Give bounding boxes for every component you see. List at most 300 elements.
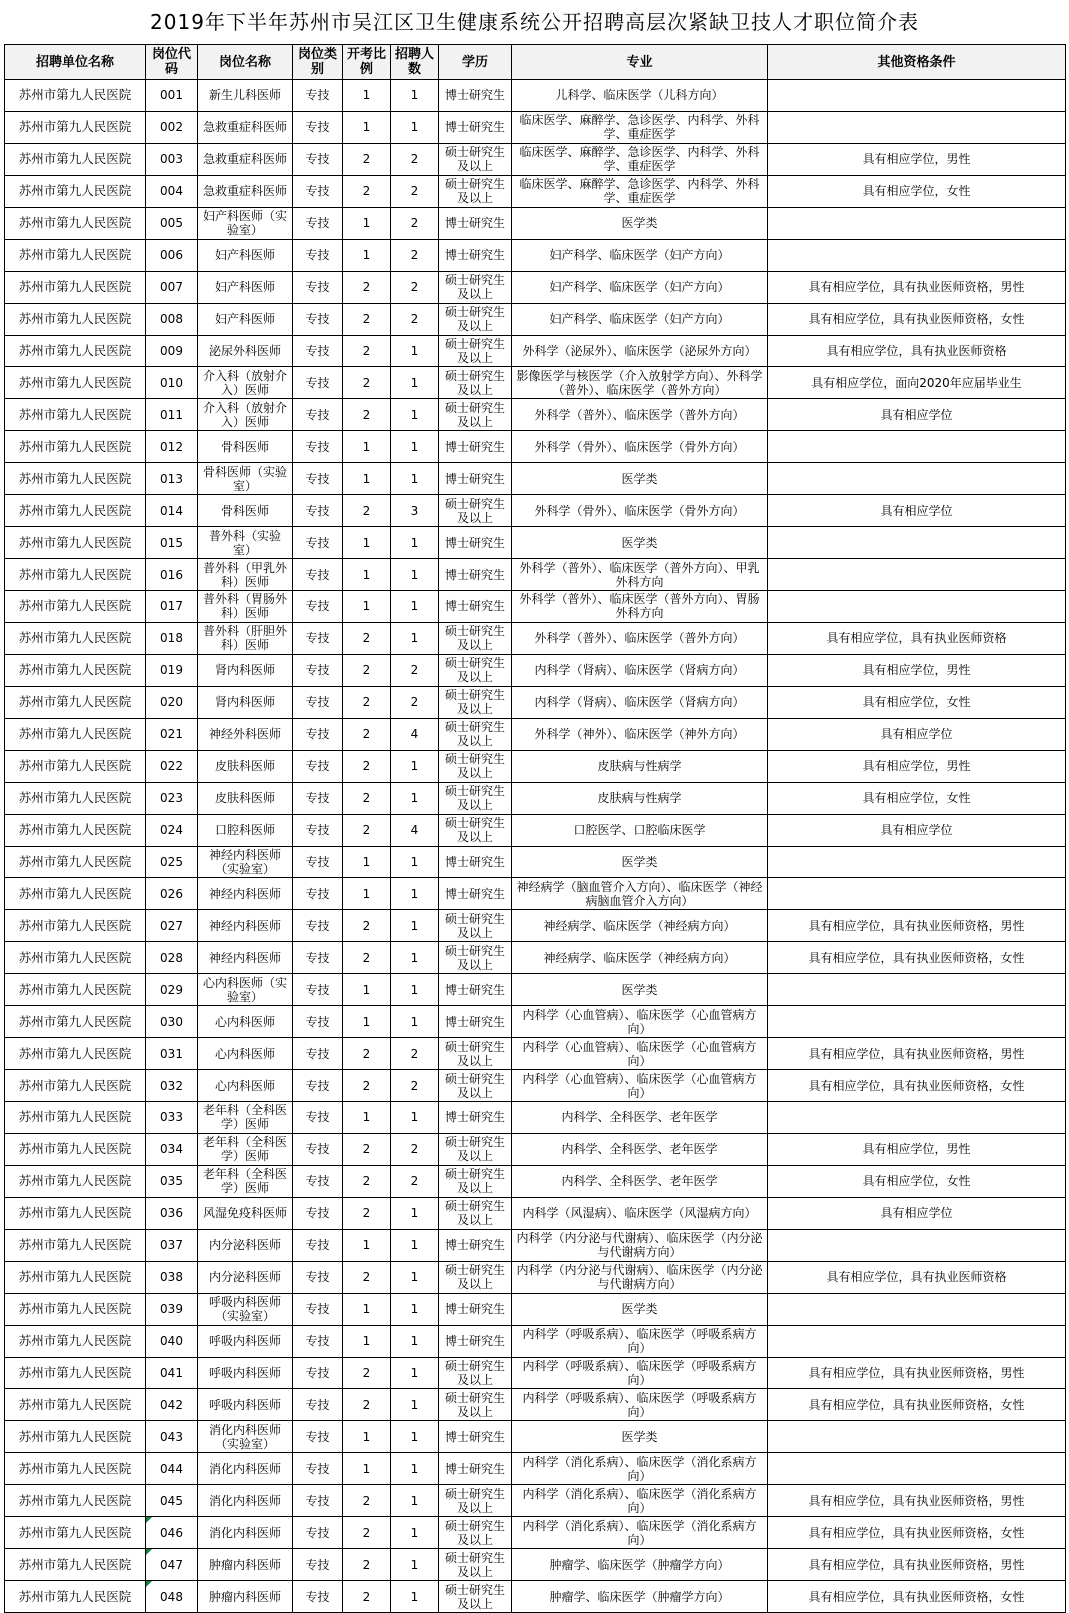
cell-count: 4 — [391, 814, 439, 846]
cell-count: 1 — [391, 1261, 439, 1293]
cell-position: 介入科（放射介入）医师 — [198, 367, 293, 399]
cell-code: 029 — [146, 974, 198, 1006]
cell-count: 1 — [391, 1102, 439, 1134]
cell-education: 博士研究生 — [439, 846, 512, 878]
header-ratio: 开考比例 — [343, 45, 391, 80]
cell-category: 专技 — [293, 1453, 343, 1485]
cell-count: 2 — [391, 303, 439, 335]
cell-position: 骨科医师 — [198, 431, 293, 463]
cell-education: 硕士研究生及以上 — [439, 1070, 512, 1102]
cell-ratio: 1 — [343, 1325, 391, 1357]
cell-unit: 苏州市第九人民医院 — [5, 974, 146, 1006]
cell-code: 036 — [146, 1197, 198, 1229]
table-row — [5, 1165, 1066, 1197]
cell-other: 具有相应学位，具有执业医师资格，女性 — [768, 1517, 1066, 1549]
cell-code: 035 — [146, 1165, 198, 1197]
cell-other: 具有相应学位，女性 — [768, 1165, 1066, 1197]
cell-ratio: 1 — [343, 878, 391, 910]
cell-education: 硕士研究生及以上 — [439, 910, 512, 942]
cell-category: 专技 — [293, 1006, 343, 1038]
cell-unit: 苏州市第九人民医院 — [5, 846, 146, 878]
cell-category: 专技 — [293, 1102, 343, 1134]
table-row — [5, 814, 1066, 846]
cell-code: 047 — [146, 1549, 198, 1581]
cell-other: 具有相应学位 — [768, 399, 1066, 431]
cell-code: 031 — [146, 1038, 198, 1070]
cell-code: 005 — [146, 207, 198, 239]
cell-major: 临床医学、麻醉学、急诊医学、内科学、外科学、重症医学 — [512, 111, 768, 143]
cell-major: 医学类 — [512, 527, 768, 559]
cell-code: 016 — [146, 559, 198, 591]
cell-position: 普外科（甲乳外科）医师 — [198, 559, 293, 591]
cell-ratio: 1 — [343, 80, 391, 112]
cell-category: 专技 — [293, 1165, 343, 1197]
cell-major: 医学类 — [512, 846, 768, 878]
cell-category: 专技 — [293, 143, 343, 175]
cell-category: 专技 — [293, 1389, 343, 1421]
cell-unit: 苏州市第九人民医院 — [5, 1133, 146, 1165]
cell-position: 神经内科医师 — [198, 878, 293, 910]
cell-count: 1 — [391, 111, 439, 143]
cell-major: 外科学（普外）、临床医学（普外方向）、胃肠外科方向 — [512, 591, 768, 623]
header-major: 专业 — [512, 45, 768, 80]
cell-count: 2 — [391, 207, 439, 239]
cell-code: 033 — [146, 1102, 198, 1134]
cell-position: 神经内科医师 — [198, 910, 293, 942]
table-row — [5, 718, 1066, 750]
cell-code: 017 — [146, 591, 198, 623]
cell-unit: 苏州市第九人民医院 — [5, 335, 146, 367]
cell-position: 骨科医师 — [198, 495, 293, 527]
cell-other — [768, 1006, 1066, 1038]
table-row — [5, 750, 1066, 782]
cell-category: 专技 — [293, 942, 343, 974]
cell-major: 内科学（消化系病）、临床医学（消化系病方向） — [512, 1453, 768, 1485]
cell-category: 专技 — [293, 527, 343, 559]
cell-ratio: 2 — [343, 175, 391, 207]
cell-major: 肿瘤学、临床医学（肿瘤学方向） — [512, 1581, 768, 1613]
cell-position: 骨科医师（实验室） — [198, 463, 293, 495]
cell-unit: 苏州市第九人民医院 — [5, 239, 146, 271]
cell-category: 专技 — [293, 1229, 343, 1261]
cell-ratio: 1 — [343, 1453, 391, 1485]
cell-position: 内分泌科医师 — [198, 1261, 293, 1293]
cell-other — [768, 80, 1066, 112]
cell-category: 专技 — [293, 686, 343, 718]
cell-major: 妇产科学、临床医学（妇产方向） — [512, 239, 768, 271]
cell-other: 具有相应学位，具有执业医师资格，女性 — [768, 1581, 1066, 1613]
cell-code: 038 — [146, 1261, 198, 1293]
cell-unit: 苏州市第九人民医院 — [5, 1070, 146, 1102]
table-row — [5, 1421, 1066, 1453]
cell-major: 神经病学、临床医学（神经病方向） — [512, 942, 768, 974]
cell-count: 2 — [391, 1133, 439, 1165]
cell-ratio: 2 — [343, 1517, 391, 1549]
cell-code: 028 — [146, 942, 198, 974]
cell-count: 1 — [391, 1357, 439, 1389]
cell-other: 具有相应学位，具有执业医师资格，男性 — [768, 1357, 1066, 1389]
cell-unit: 苏州市第九人民医院 — [5, 1038, 146, 1070]
cell-count: 1 — [391, 750, 439, 782]
cell-education: 博士研究生 — [439, 463, 512, 495]
cell-category: 专技 — [293, 1038, 343, 1070]
cell-code: 014 — [146, 495, 198, 527]
cell-count: 1 — [391, 1197, 439, 1229]
cell-category: 专技 — [293, 1070, 343, 1102]
cell-major: 神经病学（脑血管介入方向）、临床医学（神经病脑血管介入方向） — [512, 878, 768, 910]
cell-major: 外科学（神外）、临床医学（神外方向） — [512, 718, 768, 750]
cell-ratio: 2 — [343, 1581, 391, 1613]
cell-education: 硕士研究生及以上 — [439, 143, 512, 175]
cell-other — [768, 1421, 1066, 1453]
cell-major: 医学类 — [512, 207, 768, 239]
cell-unit: 苏州市第九人民医院 — [5, 143, 146, 175]
cell-unit: 苏州市第九人民医院 — [5, 910, 146, 942]
cell-code: 011 — [146, 399, 198, 431]
cell-unit: 苏州市第九人民医院 — [5, 654, 146, 686]
cell-education: 硕士研究生及以上 — [439, 303, 512, 335]
cell-ratio: 2 — [343, 335, 391, 367]
cell-other — [768, 239, 1066, 271]
cell-unit: 苏州市第九人民医院 — [5, 431, 146, 463]
table-header-row — [5, 45, 1066, 80]
cell-count: 2 — [391, 239, 439, 271]
cell-count: 1 — [391, 974, 439, 1006]
cell-major: 内科学、全科医学、老年医学 — [512, 1165, 768, 1197]
table-row — [5, 559, 1066, 591]
cell-education: 博士研究生 — [439, 207, 512, 239]
cell-other — [768, 1293, 1066, 1325]
cell-category: 专技 — [293, 974, 343, 1006]
cell-code: 015 — [146, 527, 198, 559]
cell-education: 博士研究生 — [439, 1229, 512, 1261]
cell-other — [768, 1229, 1066, 1261]
cell-other: 具有相应学位 — [768, 495, 1066, 527]
cell-major: 妇产科学、临床医学（妇产方向） — [512, 271, 768, 303]
cell-position: 妇产科医师 — [198, 239, 293, 271]
table-row — [5, 1070, 1066, 1102]
table-row — [5, 1261, 1066, 1293]
cell-education: 博士研究生 — [439, 527, 512, 559]
cell-ratio: 2 — [343, 271, 391, 303]
cell-other — [768, 527, 1066, 559]
cell-position: 急救重症科医师 — [198, 175, 293, 207]
cell-major: 内科学（心血管病）、临床医学（心血管病方向） — [512, 1038, 768, 1070]
cell-unit: 苏州市第九人民医院 — [5, 367, 146, 399]
cell-count: 1 — [391, 1549, 439, 1581]
cell-education: 硕士研究生及以上 — [439, 1357, 512, 1389]
header-code: 岗位代码 — [146, 45, 198, 80]
cell-code: 003 — [146, 143, 198, 175]
cell-education: 硕士研究生及以上 — [439, 1389, 512, 1421]
cell-category: 专技 — [293, 1421, 343, 1453]
cell-other — [768, 878, 1066, 910]
cell-ratio: 2 — [343, 1038, 391, 1070]
cell-code: 004 — [146, 175, 198, 207]
cell-position: 肾内科医师 — [198, 654, 293, 686]
cell-other: 具有相应学位，男性 — [768, 654, 1066, 686]
cell-count: 4 — [391, 718, 439, 750]
cell-category: 专技 — [293, 1197, 343, 1229]
cell-ratio: 2 — [343, 143, 391, 175]
cell-code: 045 — [146, 1485, 198, 1517]
header-position: 岗位名称 — [198, 45, 293, 80]
table-row — [5, 1038, 1066, 1070]
table-row — [5, 80, 1066, 112]
cell-count: 2 — [391, 686, 439, 718]
table-row — [5, 1453, 1066, 1485]
cell-count: 1 — [391, 1325, 439, 1357]
cell-major: 口腔医学、口腔临床医学 — [512, 814, 768, 846]
cell-ratio: 1 — [343, 591, 391, 623]
cell-code: 041 — [146, 1357, 198, 1389]
cell-ratio: 2 — [343, 686, 391, 718]
cell-education: 硕士研究生及以上 — [439, 1165, 512, 1197]
cell-education: 硕士研究生及以上 — [439, 271, 512, 303]
table-row — [5, 622, 1066, 654]
table-row — [5, 1517, 1066, 1549]
table-row — [5, 591, 1066, 623]
cell-other: 具有相应学位，具有执业医师资格，男性 — [768, 271, 1066, 303]
cell-education: 硕士研究生及以上 — [439, 335, 512, 367]
cell-count: 1 — [391, 782, 439, 814]
positions-table — [4, 44, 1066, 1613]
table-row — [5, 463, 1066, 495]
cell-education: 硕士研究生及以上 — [439, 782, 512, 814]
cell-category: 专技 — [293, 431, 343, 463]
cell-ratio: 2 — [343, 1389, 391, 1421]
cell-other — [768, 207, 1066, 239]
table-row — [5, 1357, 1066, 1389]
cell-ratio: 1 — [343, 111, 391, 143]
cell-ratio: 2 — [343, 1133, 391, 1165]
cell-unit: 苏州市第九人民医院 — [5, 1517, 146, 1549]
table-row — [5, 175, 1066, 207]
cell-code: 018 — [146, 622, 198, 654]
cell-code: 001 — [146, 80, 198, 112]
cell-ratio: 1 — [343, 527, 391, 559]
cell-education: 博士研究生 — [439, 1102, 512, 1134]
cell-major: 内科学、全科医学、老年医学 — [512, 1102, 768, 1134]
cell-position: 呼吸内科医师（实验室） — [198, 1293, 293, 1325]
cell-position: 普外科（胃肠外科）医师 — [198, 591, 293, 623]
cell-education: 博士研究生 — [439, 1325, 512, 1357]
cell-major: 外科学（普外）、临床医学（普外方向）、甲乳外科方向 — [512, 559, 768, 591]
cell-code: 010 — [146, 367, 198, 399]
cell-code: 043 — [146, 1421, 198, 1453]
cell-count: 2 — [391, 1038, 439, 1070]
cell-ratio: 2 — [343, 1549, 391, 1581]
cell-unit: 苏州市第九人民医院 — [5, 942, 146, 974]
cell-other — [768, 846, 1066, 878]
cell-education: 博士研究生 — [439, 878, 512, 910]
cell-code: 037 — [146, 1229, 198, 1261]
cell-code: 009 — [146, 335, 198, 367]
cell-education: 博士研究生 — [439, 1421, 512, 1453]
cell-position: 消化内科医师 — [198, 1517, 293, 1549]
cell-education: 硕士研究生及以上 — [439, 1581, 512, 1613]
cell-position: 消化内科医师 — [198, 1453, 293, 1485]
cell-ratio: 2 — [343, 1261, 391, 1293]
cell-code: 006 — [146, 239, 198, 271]
cell-unit: 苏州市第九人民医院 — [5, 1165, 146, 1197]
cell-category: 专技 — [293, 846, 343, 878]
cell-unit: 苏州市第九人民医院 — [5, 686, 146, 718]
cell-count: 2 — [391, 1165, 439, 1197]
cell-ratio: 2 — [343, 910, 391, 942]
cell-count: 1 — [391, 1389, 439, 1421]
cell-ratio: 2 — [343, 750, 391, 782]
cell-code: 030 — [146, 1006, 198, 1038]
cell-education: 博士研究生 — [439, 1006, 512, 1038]
cell-other: 具有相应学位，具有执业医师资格，女性 — [768, 303, 1066, 335]
cell-ratio: 2 — [343, 1485, 391, 1517]
cell-position: 心内科医师 — [198, 1006, 293, 1038]
cell-position: 皮肤科医师 — [198, 782, 293, 814]
cell-unit: 苏州市第九人民医院 — [5, 750, 146, 782]
header-category: 岗位类别 — [293, 45, 343, 80]
cell-count: 1 — [391, 1293, 439, 1325]
cell-other — [768, 431, 1066, 463]
cell-unit: 苏州市第九人民医院 — [5, 814, 146, 846]
cell-major: 医学类 — [512, 463, 768, 495]
cell-education: 硕士研究生及以上 — [439, 1549, 512, 1581]
table-row — [5, 143, 1066, 175]
cell-education: 硕士研究生及以上 — [439, 399, 512, 431]
cell-position: 妇产科医师 — [198, 303, 293, 335]
cell-ratio: 1 — [343, 463, 391, 495]
table-row — [5, 303, 1066, 335]
cell-count: 1 — [391, 910, 439, 942]
table-row — [5, 1325, 1066, 1357]
cell-other — [768, 111, 1066, 143]
page-title: 2019年下半年苏州市吴江区卫生健康系统公开招聘高层次紧缺卫技人才职位简介表 — [150, 10, 919, 34]
cell-position: 妇产科医师（实验室） — [198, 207, 293, 239]
table-row — [5, 1389, 1066, 1421]
cell-major: 内科学（呼吸系病）、临床医学（呼吸系病方向） — [512, 1357, 768, 1389]
cell-other — [768, 463, 1066, 495]
cell-category: 专技 — [293, 463, 343, 495]
cell-category: 专技 — [293, 239, 343, 271]
cell-education: 硕士研究生及以上 — [439, 654, 512, 686]
cell-major: 内科学（内分泌与代谢病）、临床医学（内分泌与代谢病方向） — [512, 1229, 768, 1261]
cell-ratio: 2 — [343, 399, 391, 431]
cell-ratio: 2 — [343, 1165, 391, 1197]
cell-other: 具有相应学位，男性 — [768, 143, 1066, 175]
cell-category: 专技 — [293, 750, 343, 782]
cell-education: 博士研究生 — [439, 559, 512, 591]
cell-ratio: 1 — [343, 1006, 391, 1038]
cell-major: 外科学（骨外）、临床医学（骨外方向） — [512, 431, 768, 463]
cell-ratio: 2 — [343, 942, 391, 974]
cell-ratio: 2 — [343, 718, 391, 750]
cell-category: 专技 — [293, 303, 343, 335]
cell-education: 博士研究生 — [439, 1293, 512, 1325]
table-row — [5, 782, 1066, 814]
cell-ratio: 1 — [343, 1293, 391, 1325]
cell-other — [768, 559, 1066, 591]
cell-other: 具有相应学位，面向2020年应届毕业生 — [768, 367, 1066, 399]
cell-position: 急救重症科医师 — [198, 143, 293, 175]
cell-unit: 苏州市第九人民医院 — [5, 463, 146, 495]
cell-major: 皮肤病与性病学 — [512, 782, 768, 814]
cell-category: 专技 — [293, 495, 343, 527]
table-row — [5, 495, 1066, 527]
cell-code: 008 — [146, 303, 198, 335]
table-row — [5, 974, 1066, 1006]
cell-major: 内科学（风湿病）、临床医学（风湿病方向） — [512, 1197, 768, 1229]
header-count: 招聘人数 — [391, 45, 439, 80]
cell-major: 儿科学、临床医学（儿科方向） — [512, 80, 768, 112]
cell-major: 皮肤病与性病学 — [512, 750, 768, 782]
cell-unit: 苏州市第九人民医院 — [5, 111, 146, 143]
cell-other: 具有相应学位 — [768, 1197, 1066, 1229]
cell-position: 呼吸内科医师 — [198, 1389, 293, 1421]
cell-education: 博士研究生 — [439, 591, 512, 623]
cell-unit: 苏州市第九人民医院 — [5, 271, 146, 303]
cell-unit: 苏州市第九人民医院 — [5, 1102, 146, 1134]
table-row — [5, 942, 1066, 974]
table-row — [5, 846, 1066, 878]
cell-count: 1 — [391, 1006, 439, 1038]
cell-code: 042 — [146, 1389, 198, 1421]
cell-position: 老年科（全科医学）医师 — [198, 1165, 293, 1197]
cell-code: 023 — [146, 782, 198, 814]
cell-other — [768, 1453, 1066, 1485]
cell-count: 1 — [391, 463, 439, 495]
cell-other: 具有相应学位，具有执业医师资格，男性 — [768, 1038, 1066, 1070]
cell-other: 具有相应学位，具有执业医师资格，女性 — [768, 1070, 1066, 1102]
cell-code: 024 — [146, 814, 198, 846]
cell-category: 专技 — [293, 910, 343, 942]
header-education: 学历 — [439, 45, 512, 80]
cell-other — [768, 974, 1066, 1006]
cell-count: 2 — [391, 175, 439, 207]
cell-category: 专技 — [293, 1325, 343, 1357]
cell-unit: 苏州市第九人民医院 — [5, 1581, 146, 1613]
cell-education: 硕士研究生及以上 — [439, 750, 512, 782]
cell-ratio: 1 — [343, 1102, 391, 1134]
cell-unit: 苏州市第九人民医院 — [5, 303, 146, 335]
cell-position: 普外科（肝胆外科）医师 — [198, 622, 293, 654]
table-row — [5, 431, 1066, 463]
cell-position: 呼吸内科医师 — [198, 1357, 293, 1389]
cell-ratio: 2 — [343, 1197, 391, 1229]
cell-education: 硕士研究生及以上 — [439, 1261, 512, 1293]
cell-position: 内分泌科医师 — [198, 1229, 293, 1261]
cell-position: 心内科医师（实验室） — [198, 974, 293, 1006]
cell-position: 神经内科医师（实验室） — [198, 846, 293, 878]
table-row — [5, 654, 1066, 686]
cell-unit: 苏州市第九人民医院 — [5, 1006, 146, 1038]
table-row — [5, 271, 1066, 303]
table-row — [5, 1229, 1066, 1261]
cell-other: 具有相应学位，具有执业医师资格 — [768, 335, 1066, 367]
cell-position: 心内科医师 — [198, 1038, 293, 1070]
cell-position: 风湿免疫科医师 — [198, 1197, 293, 1229]
cell-unit: 苏州市第九人民医院 — [5, 878, 146, 910]
cell-category: 专技 — [293, 1293, 343, 1325]
cell-ratio: 1 — [343, 1229, 391, 1261]
table-body — [5, 80, 1066, 1613]
cell-ratio: 2 — [343, 1070, 391, 1102]
cell-code: 020 — [146, 686, 198, 718]
cell-unit: 苏州市第九人民医院 — [5, 175, 146, 207]
cell-ratio: 2 — [343, 814, 391, 846]
cell-position: 口腔科医师 — [198, 814, 293, 846]
cell-ratio: 2 — [343, 654, 391, 686]
cell-education: 硕士研究生及以上 — [439, 686, 512, 718]
